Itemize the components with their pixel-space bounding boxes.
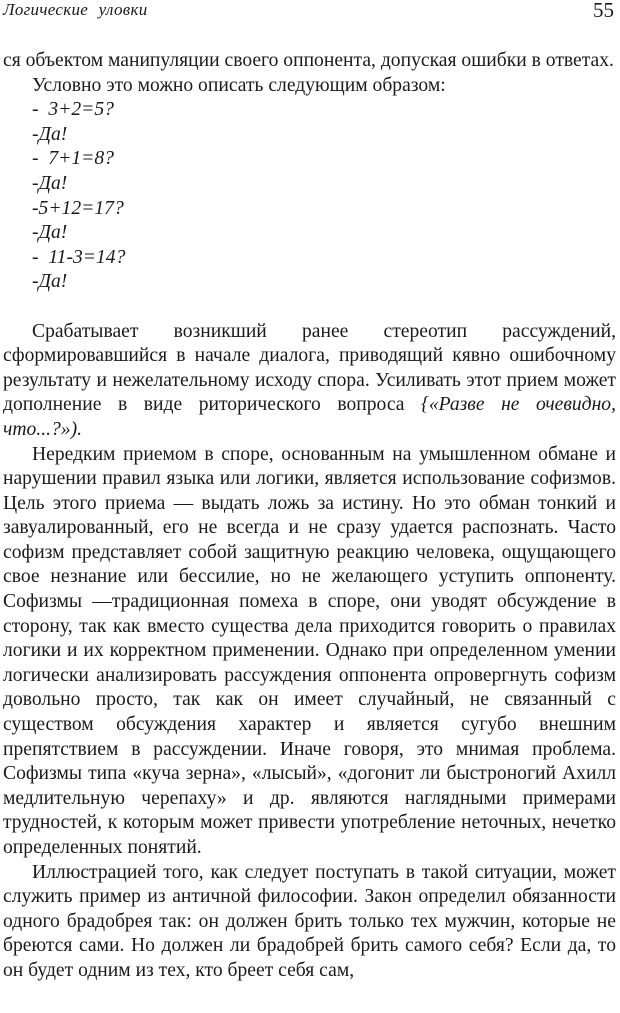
example-line: - 7+1=8? [32, 148, 114, 170]
example-block [3, 98, 616, 295]
example-line: -Да! [32, 271, 68, 293]
paragraph-barber: Иллюстрацией того, как следует поступать в такой ситуации, может служить пример из античной философии. Закон определил обязанности одного брадобрея так: он должен брить только тех мужчин, которые не бреются сами. Но должен ли брадобрей брить самого себя? Если да, то он будет одним из тех, кто бреет себя сам, [3, 861, 616, 981]
paragraph-intro: Условно это можно описать следующим образом: [32, 74, 446, 96]
example-line: -Да! [32, 172, 68, 194]
page-body [3, 49, 616, 984]
example-line: - 11-3=14? [32, 246, 126, 268]
example-line: -Да! [32, 123, 68, 145]
page-number: 55 [593, 0, 614, 22]
example-line: - 3+2=5? [32, 99, 114, 121]
paragraph-stereotype [3, 320, 616, 443]
paragraph-stereotype-text: Срабатывает возникший ранее стереотип рассуждений, сформировавшийся в начале диалога, приводящий кявно ошибочному результату и нежелательному исходу спора. Усиливать этот прием может дополнение в виде риторического вопроса [3, 320, 616, 416]
rhetorical-question: {«Разве не очевидно, что...?»). [3, 394, 616, 440]
blank-line [3, 295, 616, 320]
example-line: -5+12=17? [32, 197, 124, 219]
paragraph-sophisms: Нередким приемом в споре, основанным на умышленном обмане и нарушении правил языка или логики, является использование софизмов. Цель этого приема — выдать ложь за истину. Но это обман тонкий и завуалированный, его не всегда и не сразу удается распознать. Часто софизм представляет собой защитную реакцию человека, ощущающего свое незнание или бессилие, но не желающего уступить оппоненту. Софизмы —традиционная помеха в споре, они уводят обсуждение в сторону, так как вместо существа дела приходится говорить о правилах логики и их корректном применении. Однако при определенном умении логически анализировать рассуждения оппонента опровергнуть софизм довольно просто, так как он имеет случайный, не связанный с существом обсуждения характер и является сугубо внешним препятствием в рассуждении. Иначе говоря, это мнимая проблема. Софизмы типа «куча зерна», «лысый», «догонит ли быстроногий Ахилл медлительную черепаху» и др. являются наглядными примерами трудностей, к которым может привести употребление неточных, нечетко определенных понятий. [3, 443, 616, 858]
paragraph-continuation: ся объектом манипуляции своего оппонента, допуская ошибки в ответах. [3, 50, 614, 71]
running-head: Логические уловки [3, 0, 148, 19]
example-line: -Да! [32, 222, 68, 244]
